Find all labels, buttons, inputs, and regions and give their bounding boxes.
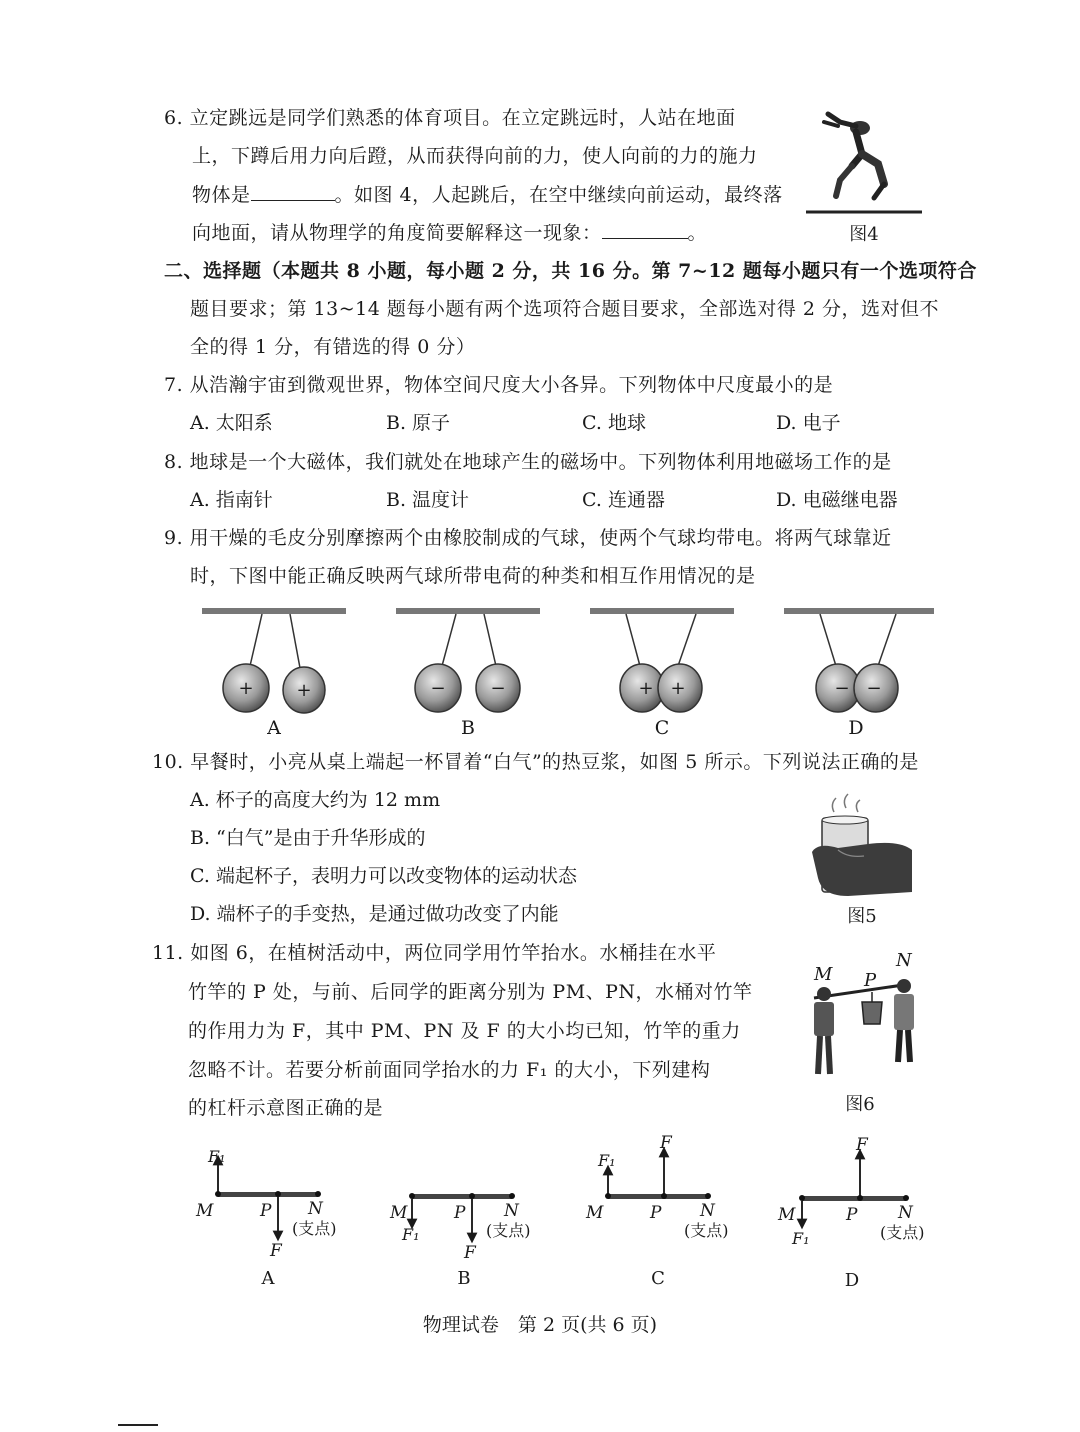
balloon-figure-c-label: C (654, 717, 670, 739)
q6-line-3-end: 。如图 4，人起跳后，在空中继续向前运动，最终落 (334, 184, 783, 206)
q6-line-4 (192, 220, 707, 245)
q6-line-3-start: 物体是 (192, 184, 251, 206)
lever-b-label: B (457, 1268, 471, 1289)
lever-b-f: F (464, 1243, 476, 1263)
q11-line-1: 11. 如图 6，在植树活动中，两位同学用竹竿抬水。水桶挂在水平 (152, 942, 717, 964)
lever-d-m: M (778, 1205, 796, 1225)
q7-option-c[interactable]: C. 地球 (582, 412, 646, 434)
carrying-water-figure (800, 946, 930, 1088)
balloon-b-left-charge: − (430, 678, 446, 699)
balloon-figure-c[interactable] (590, 608, 734, 739)
figure-6-caption: 图6 (845, 1094, 875, 1115)
q6-line-4-end: 。 (687, 222, 708, 244)
q7-option-d[interactable]: D. 电子 (776, 412, 841, 434)
q7-stem: 7. 从浩瀚宇宙到微观世界，物体空间尺度大小各异。下列物体中尺度最小的是 (164, 374, 834, 396)
lever-c-pivot: (支点) (684, 1221, 729, 1240)
q6-line-4-start: 向地面，请从物理学的角度简要解释这一现象： (192, 222, 602, 244)
q10-stem: 10. 早餐时，小亮从桌上端起一杯冒着“白气”的热豆浆，如图 5 所示。下列说法正确的是 (152, 751, 919, 773)
corner-mark (118, 1424, 158, 1426)
lever-b-m: M (390, 1203, 408, 1223)
lever-c-n: N (700, 1201, 715, 1221)
balloon-figures (190, 600, 950, 745)
q8-option-d[interactable]: D. 电磁继电器 (776, 489, 898, 511)
q10-option-a[interactable]: A. 杯子的高度大约为 12 mm (190, 789, 441, 811)
balloon-figure-a-label: A (267, 717, 281, 739)
q6-line-3 (192, 182, 783, 207)
lever-d-pivot: (支点) (880, 1223, 925, 1242)
lever-b-pivot: (支点) (486, 1221, 531, 1240)
q7-option-b[interactable]: B. 原子 (386, 412, 451, 434)
q8-stem: 8. 地球是一个大磁体，我们就处在地球产生的磁场中。下列物体利用地磁场工作的是 (164, 451, 892, 473)
lever-a-m: M (196, 1201, 214, 1221)
q9-line-2: 时，下图中能正确反映两气球所带电荷的种类和相互作用情况的是 (190, 565, 756, 587)
balloon-figure-d[interactable] (784, 608, 934, 739)
q7-option-a[interactable]: A. 太阳系 (190, 412, 273, 434)
q10-option-b[interactable]: B. “白气”是由于升华形成的 (190, 827, 426, 849)
q10-option-d[interactable]: D. 端杯子的手变热，是通过做功改变了内能 (190, 903, 559, 925)
lever-c-p: P (650, 1203, 662, 1223)
figure-6-label-m: M (814, 964, 833, 985)
lever-d-label: D (844, 1270, 860, 1291)
balloon-figure-b[interactable] (396, 608, 540, 739)
hot-cup-figure (808, 792, 918, 904)
jumper-figure (800, 104, 930, 222)
lever-diagram-d[interactable] (777, 1135, 925, 1291)
balloon-c-left-charge: + (638, 678, 654, 699)
balloon-figure-d-label: D (848, 717, 864, 739)
lever-diagram-a[interactable] (195, 1147, 337, 1289)
balloon-d-right-charge: − (866, 678, 882, 699)
lever-diagrams (188, 1132, 948, 1292)
figure-6-label-n: N (896, 950, 912, 971)
q11-line-4: 忽略不计。若要分析前面同学抬水的力 F₁ 的大小，下列建构 (188, 1059, 711, 1081)
lever-d-f1: F₁ (792, 1229, 810, 1248)
lever-a-f: F (270, 1241, 282, 1261)
balloon-c-right-charge: + (670, 678, 686, 699)
q6-line-1: 6. 立定跳远是同学们熟悉的体育项目。在立定跳远时，人站在地面 (164, 107, 736, 129)
lever-a-n: N (308, 1199, 323, 1219)
lever-b-f1: F₁ (402, 1225, 420, 1244)
lever-a-pivot: (支点) (292, 1219, 337, 1238)
q8-option-b[interactable]: B. 温度计 (386, 489, 470, 511)
figure-5-caption: 图5 (847, 906, 877, 927)
lever-a-label: A (261, 1268, 275, 1289)
lever-c-f: F (660, 1133, 672, 1153)
figure-4-caption: 图4 (849, 224, 879, 245)
section-2-header-line-1: 二、选择题（本题共 8 小题，每小题 2 分，共 16 分。第 7~12 题每小题只有一个选项符合 (164, 260, 977, 282)
section-2-header-line-2: 题目要求；第 13~14 题每小题有两个选项符合题目要求，全部选对得 2 分，选对但不 (190, 298, 940, 320)
lever-a-f1: F₁ (208, 1147, 226, 1166)
lever-d-n: N (898, 1203, 913, 1223)
balloon-figure-a[interactable] (202, 608, 346, 739)
lever-c-f1: F₁ (598, 1151, 616, 1170)
q6-answer-blank-1[interactable] (251, 182, 335, 201)
balloon-a-right-charge: + (296, 680, 312, 701)
q9-line-1: 9. 用干燥的毛皮分别摩擦两个由橡胶制成的气球，使两个气球均带电。将两气球靠近 (164, 527, 892, 549)
balloon-d-left-charge: − (834, 678, 850, 699)
lever-d-p: P (846, 1205, 858, 1225)
lever-diagram-c[interactable] (585, 1133, 729, 1289)
lever-c-label: C (651, 1268, 665, 1289)
q6-line-2: 上，下蹲后用力向后蹬，从而获得向前的力，使人向前的力的施力 (192, 145, 758, 167)
lever-b-p: P (454, 1203, 466, 1223)
q11-line-2: 竹竿的 P 处，与前、后同学的距离分别为 PM、PN，水桶对竹竿 (188, 981, 753, 1003)
section-2-header-line-3: 全的得 1 分，有错选的得 0 分） (190, 336, 476, 358)
page-footer: 物理试卷 第 2 页(共 6 页) (422, 1314, 658, 1336)
q10-option-c[interactable]: C. 端起杯子，表明力可以改变物体的运动状态 (190, 865, 577, 887)
q8-option-a[interactable]: A. 指南针 (190, 489, 273, 511)
balloon-b-right-charge: − (490, 678, 506, 699)
lever-diagram-b[interactable] (389, 1193, 531, 1289)
figure-6-label-p: P (864, 970, 877, 991)
lever-d-f: F (856, 1135, 868, 1155)
lever-c-m: M (586, 1203, 604, 1223)
q6-answer-blank-2[interactable] (602, 220, 688, 239)
lever-a-p: P (260, 1201, 272, 1221)
balloon-a-left-charge: + (238, 678, 254, 699)
q8-option-c[interactable]: C. 连通器 (582, 489, 665, 511)
q11-line-5: 的杠杆示意图正确的是 (188, 1097, 384, 1119)
q11-line-3: 的作用力为 F，其中 PM、PN 及 F 的大小均已知，竹竿的重力 (188, 1020, 741, 1042)
lever-b-n: N (504, 1201, 519, 1221)
balloon-figure-b-label: B (461, 717, 475, 739)
